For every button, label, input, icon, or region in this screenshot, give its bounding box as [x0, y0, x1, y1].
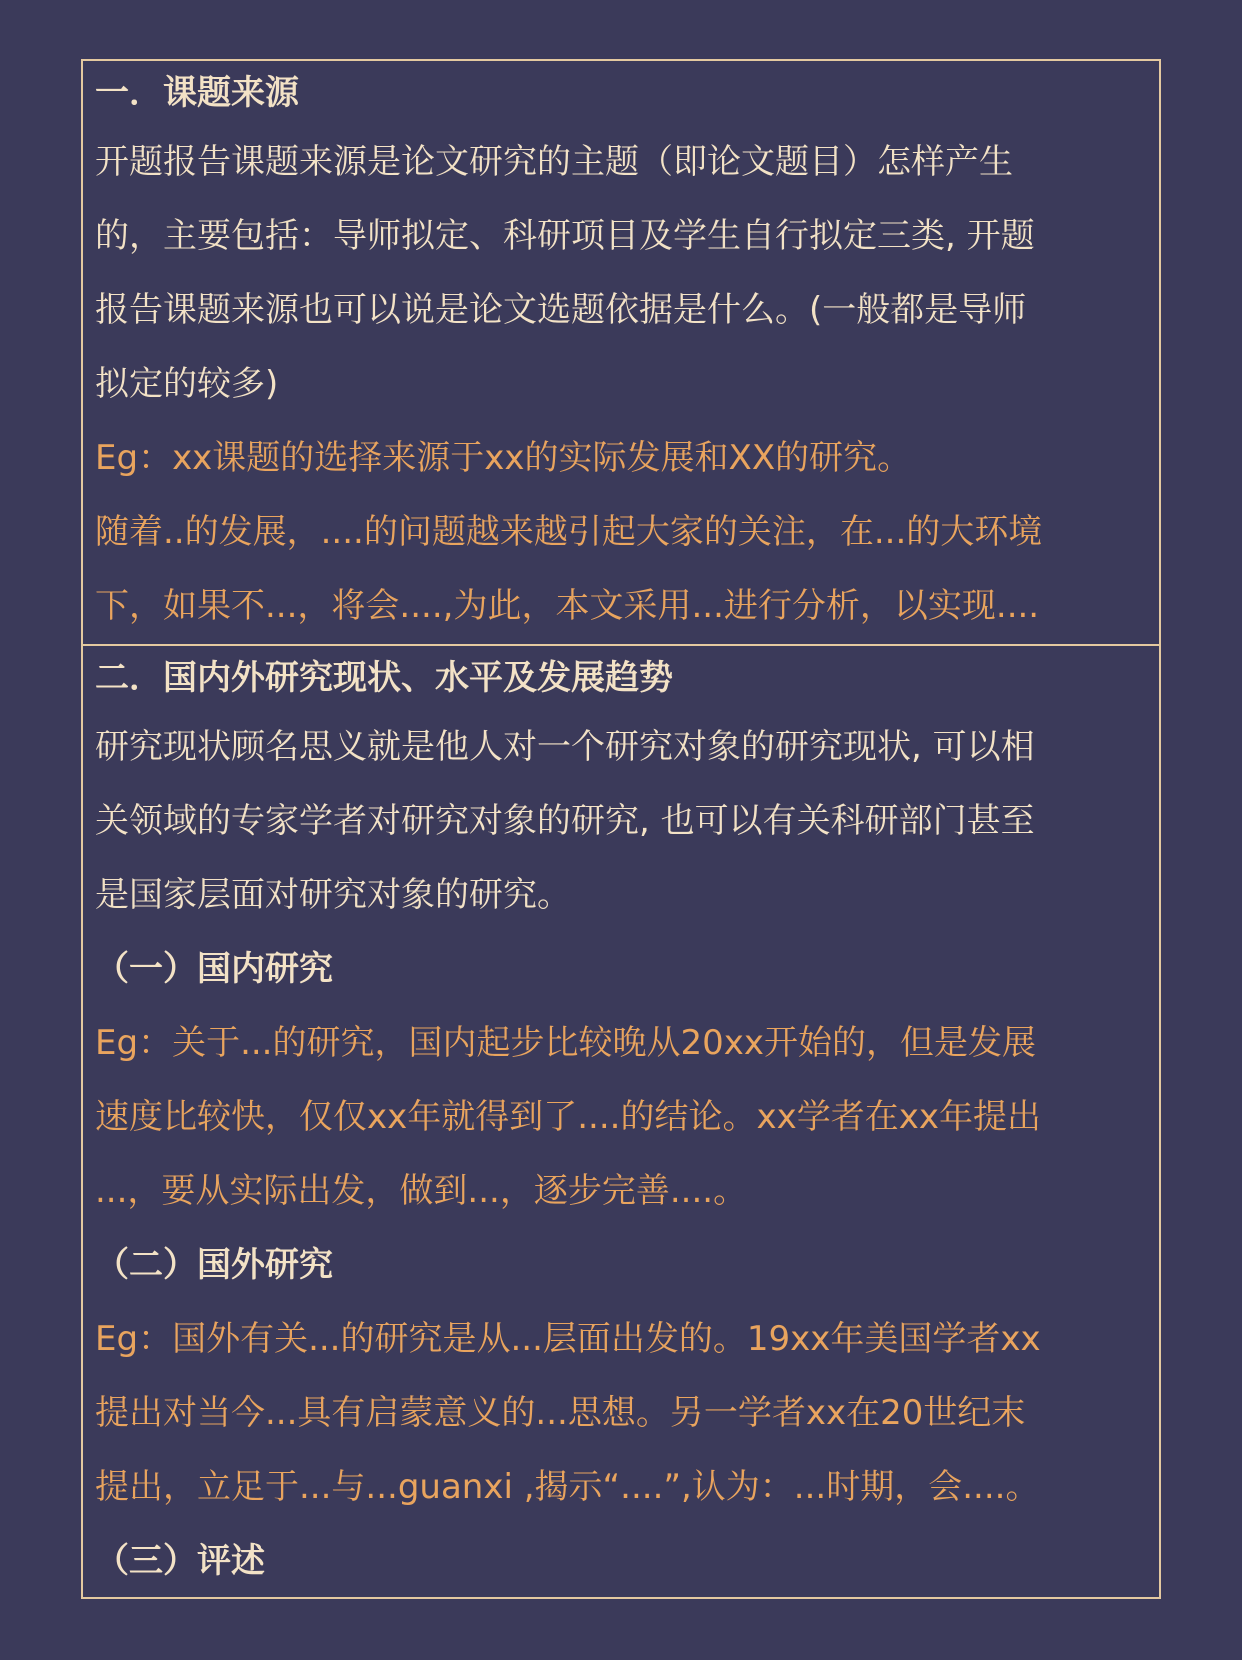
- body-line: 开题报告课题来源是论文研究的主题（即论文题目）怎样产生: [95, 142, 1013, 182]
- subsection-title-foreign: （二）国外研究: [95, 1245, 333, 1285]
- body-line: 关领域的专家学者对研究对象的研究, 也可以有关科研部门甚至: [95, 801, 1035, 841]
- section-research-status: [83, 646, 1159, 1597]
- body-line: 的，主要包括：导师拟定、科研项目及学生自行拟定三类, 开题: [95, 216, 1035, 256]
- example-line: 提出对当今...具有启蒙意义的...思想。另一学者xx在20世纪末: [95, 1393, 1026, 1433]
- subsection-title-review: （三）评述: [95, 1541, 265, 1581]
- body-line: 报告课题来源也可以说是论文选题依据是什么。(一般都是导师: [95, 290, 1027, 330]
- example-line: Eg：国外有关...的研究是从...层面出发的。19xx年美国学者xx: [95, 1319, 1041, 1359]
- example-line: 速度比较快，仅仅xx年就得到了....的结论。xx学者在xx年提出: [95, 1097, 1041, 1137]
- example-line: 下，如果不...，将会....,为此，本文采用...进行分析，以实现....: [95, 586, 1040, 626]
- section-source: [83, 61, 1159, 646]
- section-title: 二．国内外研究现状、水平及发展趋势: [95, 658, 673, 698]
- example-line: 提出，立足于...与...guanxi ,揭示“....”,认为：...时期，会....。: [95, 1467, 1040, 1507]
- body-line: 拟定的较多): [95, 364, 279, 404]
- example-line: ...，要从实际出发，做到...，逐步完善....。: [95, 1171, 748, 1211]
- body-line: 研究现状顾名思义就是他人对一个研究对象的研究现状, 可以相: [95, 727, 1035, 767]
- example-line: 随着..的发展，....的问题越来越引起大家的关注，在...的大环境: [95, 512, 1043, 552]
- content-table: [81, 59, 1161, 1599]
- example-line: Eg：xx课题的选择来源于xx的实际发展和XX的研究。: [95, 438, 912, 478]
- subsection-title-domestic: （一）国内研究: [95, 949, 333, 989]
- example-line: Eg：关于...的研究，国内起步比较晚从20xx开始的，但是发展: [95, 1023, 1036, 1063]
- body-line: 是国家层面对研究对象的研究。: [95, 875, 571, 915]
- section-title: 一．课题来源: [95, 73, 299, 113]
